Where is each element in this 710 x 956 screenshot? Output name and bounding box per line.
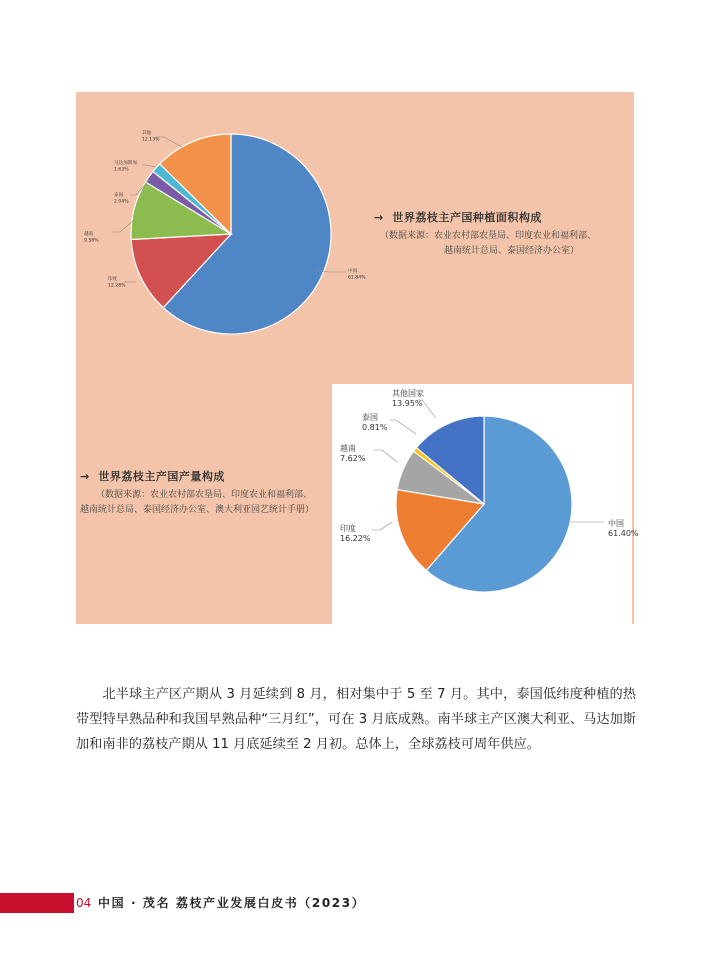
slice-label-value: 1.63% <box>114 167 129 173</box>
slice-label-value: 12.28% <box>108 283 126 289</box>
area-chart-title: → 世界荔枝主产国种植面积构成 <box>374 211 542 224</box>
slice-label-name: 越南 <box>84 232 94 237</box>
slice-label-value: 61.40% <box>608 529 639 538</box>
slice-label-value: 12.13% <box>142 137 160 143</box>
slice-label-name: 其他国家 <box>392 389 424 398</box>
production-chart-caption <box>80 468 314 518</box>
page-number: 04 <box>76 896 92 910</box>
leader-line <box>372 522 392 530</box>
footer-red-bar <box>0 893 74 913</box>
slice-label-name: 印度 <box>108 277 118 282</box>
arrow-icon: → <box>80 470 90 483</box>
slice-label-name: 泰国 <box>362 413 378 422</box>
slice-label-name: 泰国 <box>114 193 124 198</box>
production-chart-title: → 世界荔枝主产国产量构成 <box>80 470 225 483</box>
figure-panel <box>76 92 639 624</box>
area-chart-caption <box>374 209 596 259</box>
slice-label-value: 2.04% <box>114 199 129 205</box>
publication-title: 中国 · 茂名 荔枝产业发展白皮书（2023） <box>98 896 366 910</box>
slice-label-value: 9.58% <box>84 238 99 244</box>
slice-label-value: 7.62% <box>340 454 366 463</box>
slice-label-name: 中国 <box>608 519 624 528</box>
production-chart-source: （数据来源：农业农村部农垦局、印度农业和福利部、 越南统计总局、泰国经济办公室、澳大利亚园艺统计手册） <box>80 490 315 515</box>
slice-label-value: 16.22% <box>340 534 371 543</box>
slice-label-name: 中国 <box>348 269 358 274</box>
leader-line <box>390 420 416 434</box>
slice-label-name: 马达加斯加 <box>114 161 137 166</box>
body-paragraph: 北半球主产区产期从 3 月延续到 8 月，相对集中于 5 至 7 月。其中，泰国低纬度种植的热带型特早熟品种和我国早熟品种“三月红”，可在 3 月底成熟。南半球主产区澳大利亚、马达加斯加和南非的荔枝产期从 11 月底延续至 2 月初。总体上，全球荔枝可周年供应。 <box>76 687 636 752</box>
leader-line <box>374 450 397 462</box>
area-chart-source: （数据来源：农业农村部农垦局、印度农业和福利部、 越南统计总局、泰国经济办公室） <box>380 231 597 256</box>
production-pie-chart <box>332 384 639 624</box>
leader-line <box>142 165 156 167</box>
slice-label-name: 越南 <box>340 444 356 453</box>
slice-label-name: 印度 <box>340 524 356 533</box>
slice-label-name: 其他 <box>142 131 152 136</box>
arrow-icon: → <box>374 211 384 224</box>
production-chart-box <box>332 384 639 624</box>
slice-label-value: 61.84% <box>348 275 366 281</box>
slice-label-value: 13.95% <box>392 399 423 408</box>
leader-line <box>156 137 182 147</box>
slice-label-value: 0.81% <box>362 423 388 432</box>
